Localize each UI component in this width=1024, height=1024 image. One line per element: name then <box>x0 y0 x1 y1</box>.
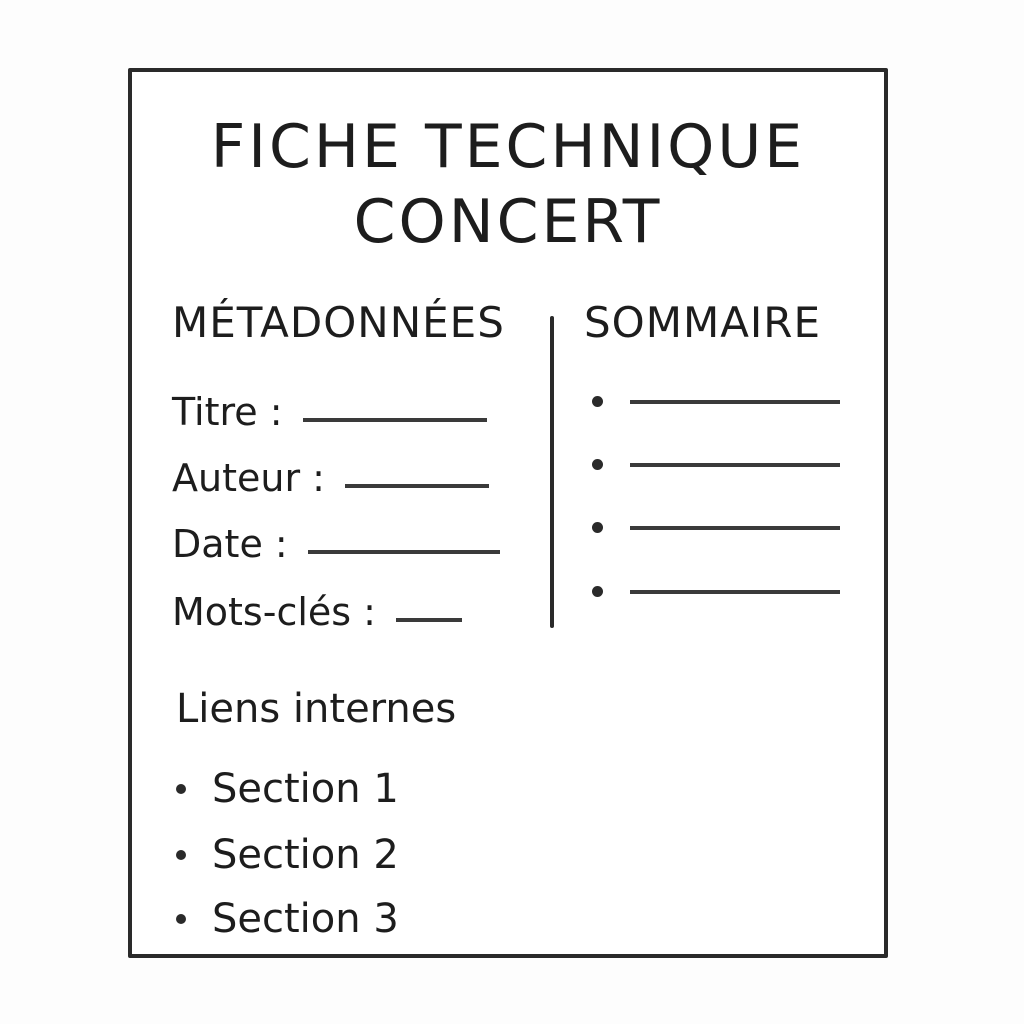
summary-item <box>592 584 842 604</box>
column-divider <box>550 316 554 628</box>
summary-blank-line[interactable] <box>630 526 840 530</box>
summary-blank-line[interactable] <box>630 590 840 594</box>
field-label: Mots-clés : <box>172 590 376 634</box>
field-label: Titre : <box>172 390 283 434</box>
bullet-icon <box>592 459 603 470</box>
technical-sheet <box>128 68 888 958</box>
internal-link-label[interactable]: Section 2 <box>212 832 399 878</box>
metadata-field-author <box>172 452 489 500</box>
metadata-heading: MÉTADONNÉES <box>172 298 505 347</box>
bullet-icon <box>176 784 186 794</box>
internal-link-section-1[interactable] <box>176 764 399 814</box>
bullet-icon <box>592 586 603 597</box>
summary-blank-line[interactable] <box>630 463 840 467</box>
bullet-icon <box>176 850 186 860</box>
author-blank-line[interactable] <box>345 484 489 488</box>
keywords-blank-line[interactable] <box>396 618 462 622</box>
summary-heading: SOMMAIRE <box>584 298 822 347</box>
internal-link-section-2[interactable] <box>176 830 399 880</box>
bullet-icon <box>592 522 603 533</box>
summary-blank-line[interactable] <box>630 400 840 404</box>
field-label: Date : <box>172 522 288 566</box>
summary-item <box>592 520 842 540</box>
field-label: Auteur : <box>172 456 325 500</box>
summary-item <box>592 394 842 414</box>
bullet-icon <box>176 914 186 924</box>
internal-link-label[interactable]: Section 3 <box>212 896 399 942</box>
document-title-line1: FICHE TECHNIQUE <box>210 112 806 182</box>
document-title-line2: CONCERT <box>353 187 663 257</box>
date-blank-line[interactable] <box>308 550 500 554</box>
metadata-field-date <box>172 518 500 566</box>
internal-link-section-3[interactable] <box>176 894 399 944</box>
internal-link-label[interactable]: Section 1 <box>212 766 399 812</box>
metadata-field-keywords <box>172 586 462 634</box>
title-blank-line[interactable] <box>303 418 487 422</box>
metadata-field-title <box>172 386 487 434</box>
internal-links-heading: Liens internes <box>176 686 457 732</box>
summary-item <box>592 457 842 477</box>
bullet-icon <box>592 396 603 407</box>
